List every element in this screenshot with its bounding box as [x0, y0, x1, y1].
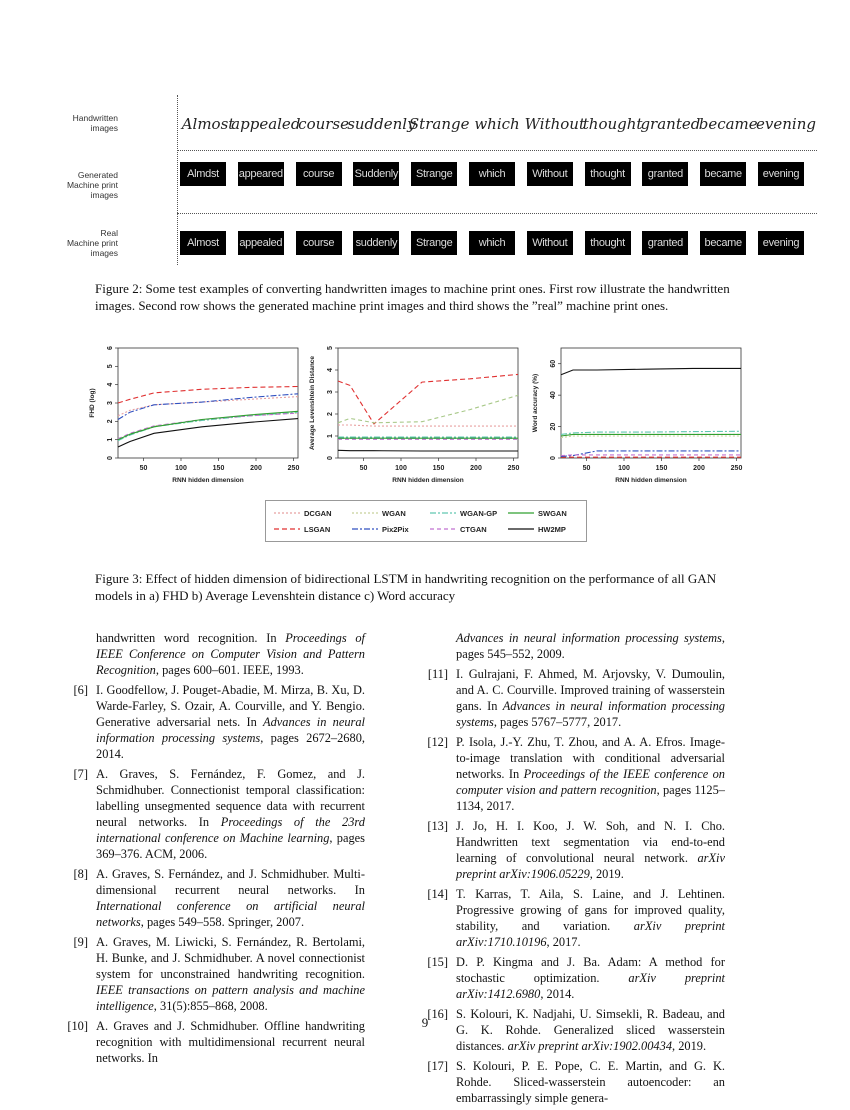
separator-vertical	[177, 95, 178, 265]
series-line-swgan	[118, 411, 298, 439]
reference-entry	[420, 954, 725, 1002]
figure-2	[60, 95, 816, 265]
handwritten-word: evening	[756, 115, 816, 133]
handwritten-word: Almost	[181, 115, 235, 133]
legend-item-wgan	[352, 507, 406, 519]
row-label-line: Real	[100, 228, 118, 238]
chart-fhd	[80, 340, 310, 490]
y-tick-label: 40	[550, 391, 557, 400]
reference-text: A. Graves and J. Schmidhuber. Offline handwriting recognition with multidimensional recurrent neural networks. In	[96, 1019, 365, 1065]
chart-levenshtein	[300, 340, 530, 490]
legend-item-ctgan	[430, 523, 487, 535]
handwritten-word: appealed	[231, 115, 301, 133]
reference-text: S. Kolouri, P. E. Pope, C. E. Martin, and G. K. Rohde. Sliced-wasserstein autoencoder: an embarrassingly simple genera-	[456, 1059, 725, 1105]
legend-label: Pix2Pix	[382, 524, 409, 534]
y-tick-label: 1	[107, 437, 114, 442]
handwritten-word: course	[298, 115, 350, 133]
separator-horizontal	[177, 213, 817, 214]
chart-legend	[265, 500, 587, 542]
reference-number: [16]	[427, 1007, 448, 1021]
generated-word: Suddenly	[353, 162, 399, 186]
reference-number: [6]	[73, 683, 88, 697]
handwritten-word: granted	[640, 115, 701, 133]
reference-entry	[60, 682, 365, 762]
legend-item-hw2mp	[508, 523, 566, 535]
x-axis-label: RNN hidden dimension	[615, 477, 687, 484]
handwritten-word: suddenly	[347, 115, 416, 133]
generated-word: Without	[527, 162, 573, 186]
x-tick-label: 50	[359, 465, 368, 472]
series-line-ctgan	[561, 455, 741, 456]
reference-text: A. Graves, S. Fernández, and J. Schmidhuber. Multi-dimensional recurrent neural networks. In International conference on artificial neural networks, pages 549–558. Springer, 2007.	[96, 867, 365, 929]
x-tick-label: 250	[507, 465, 520, 472]
legend-swatch	[274, 510, 300, 516]
reference-number: [10]	[67, 1019, 88, 1033]
y-tick-label: 3	[107, 401, 114, 405]
reference-entry	[60, 766, 365, 862]
real-word: Almost	[180, 231, 226, 255]
references-right-column	[420, 630, 725, 1110]
y-axis-label: Word accuracy (%)	[532, 373, 539, 433]
y-tick-label: 4	[107, 382, 114, 387]
x-tick-label: 200	[693, 465, 705, 472]
row-label-line: Generated	[77, 170, 118, 180]
real-word: suddenly	[353, 231, 399, 255]
real-word: course	[296, 231, 342, 255]
legend-label: WGAN	[382, 508, 406, 518]
reference-entry	[60, 630, 365, 678]
x-tick-label: 150	[212, 465, 225, 472]
y-tick-label: 1	[327, 434, 334, 438]
y-axis-label: Average Levenshtein Distance	[309, 355, 316, 451]
reference-entry	[420, 818, 725, 882]
reference-number: [12]	[427, 735, 448, 749]
legend-label: LSGAN	[304, 524, 331, 534]
reference-entry	[60, 934, 365, 1014]
y-tick-label: 20	[550, 422, 557, 431]
series-line-hw2mp	[338, 450, 518, 451]
x-tick-label: 150	[655, 465, 668, 472]
reference-number: [15]	[427, 955, 448, 969]
legend-label: HW2MP	[538, 524, 566, 534]
generated-word: course	[296, 162, 342, 186]
series-line-lsgan	[338, 374, 518, 424]
x-tick-label: 50	[582, 465, 591, 472]
reference-text: I. Goodfellow, J. Pouget-Abadie, M. Mirza, B. Xu, D. Warde-Farley, S. Ozair, A. Courville, and Y. Bengio. Generative adversarial nets. In Advances in neural information processing systems, pages 2672–2680, 2014.	[96, 683, 365, 761]
references-left-column	[60, 630, 365, 1070]
legend-label: DCGAN	[304, 508, 332, 518]
reference-text: A. Graves, M. Liwicki, S. Fernández, R. Bertolami, H. Bunke, and J. Schmidhuber. A novel connectionist system for unconstrained handwriting recognition. IEEE transactions on pattern analysis and machine intelligence, 31(5):855–868, 2008.	[96, 935, 365, 1013]
reference-text: T. Karras, T. Aila, S. Laine, and J. Lehtinen. Progressive growing of gans for improved quality, stability, and variation. arXiv preprint arXiv:1710.10196, 2017.	[456, 887, 725, 949]
legend-item-swgan	[508, 507, 567, 519]
x-axis-label: RNN hidden dimension	[392, 477, 464, 484]
reference-text: D. P. Kingma and J. Ba. Adam: A method for stochastic optimization. arXiv preprint arXiv:1412.6980, 2014.	[456, 955, 725, 1001]
reference-number: [7]	[73, 767, 88, 781]
x-tick-label: 250	[730, 465, 743, 472]
series-line-wgan	[561, 436, 741, 438]
reference-text: S. Kolouri, K. Nadjahi, U. Simsekli, R. Badeau, and G. K. Rohde. Generalized sliced wasserstein distances. arXiv preprint arXiv:1902.00434, 2019.	[456, 1007, 725, 1053]
x-tick-label: 100	[618, 465, 630, 472]
series-line-hw2mp	[561, 368, 741, 374]
x-tick-label: 200	[250, 465, 262, 472]
legend-swatch	[430, 526, 456, 532]
legend-label: CTGAN	[460, 524, 487, 534]
row-label-line: images	[90, 123, 118, 133]
generated-word: became	[700, 162, 746, 186]
reference-entry	[420, 666, 725, 730]
legend-swatch	[508, 526, 534, 532]
y-tick-label: 6	[107, 346, 114, 350]
reference-entry	[420, 886, 725, 950]
x-tick-label: 100	[395, 465, 407, 472]
legend-item-pix2pix	[352, 523, 409, 535]
row-label-line: images	[90, 248, 118, 258]
reference-number: [13]	[427, 819, 448, 833]
reference-entry	[420, 734, 725, 814]
row-label-line: Machine print	[66, 238, 118, 248]
generated-word: evening	[758, 162, 804, 186]
legend-swatch	[430, 510, 456, 516]
y-tick-label: 0	[327, 456, 334, 460]
handwritten-word: Without	[524, 115, 585, 133]
reference-number: [11]	[427, 667, 448, 681]
separator-horizontal	[177, 150, 817, 151]
handwritten-word: became	[698, 115, 758, 133]
reference-text: A. Graves, S. Fernández, F. Gomez, and J. Schmidhuber. Connectionist temporal classification: labelling unsegmented sequence data with recurrent neural networks. In Proceedings of the 23rd international conference on Machine learning, pages 369–376. ACM, 2006.	[96, 767, 365, 861]
legend-swatch	[508, 510, 534, 516]
x-tick-label: 250	[287, 465, 300, 472]
real-word: which	[469, 231, 515, 255]
series-line-pix2pix	[561, 451, 741, 457]
reference-text: Advances in neural information processing systems, pages 545–552, 2009.	[456, 631, 725, 661]
figure-3-caption: Figure 3: Effect of hidden dimension of bidirectional LSTM in handwriting recognition on the performance of all GAN models in a) FHD b) Average Levenshtein distance c) Word accuracy	[95, 571, 717, 603]
generated-word: Almdst	[180, 162, 226, 186]
page-number: 9	[421, 1015, 429, 1030]
series-line-dcgan	[338, 425, 518, 426]
y-tick-label: 2	[107, 419, 114, 424]
generated-word: appeared	[238, 162, 284, 186]
legend-label: WGAN-GP	[460, 508, 498, 518]
row-label-generated	[60, 170, 118, 200]
reference-entry	[60, 866, 365, 930]
real-word: granted	[642, 231, 688, 255]
y-tick-label: 0	[550, 456, 557, 460]
reference-entry	[420, 630, 725, 662]
y-tick-label: 3	[327, 390, 334, 394]
y-tick-label: 2	[327, 412, 334, 416]
real-word: Without	[527, 231, 573, 255]
generated-word: thought	[585, 162, 631, 186]
generated-word: Strange	[411, 162, 457, 186]
reference-text: P. Isola, J.-Y. Zhu, T. Zhou, and A. A. Efros. Image-to-image translation with conditional adversarial networks. In Proceedings of the IEEE conference on computer vision and pattern recognition, pages 1125–1134, 2017.	[456, 735, 725, 813]
real-word: thought	[585, 231, 631, 255]
handwritten-word: thought	[582, 115, 643, 133]
real-word: evening	[758, 231, 804, 255]
generated-word: granted	[642, 162, 688, 186]
reference-number: [8]	[73, 867, 88, 881]
y-tick-label: 5	[107, 364, 114, 369]
real-word: became	[700, 231, 746, 255]
legend-label: SWGAN	[538, 508, 567, 518]
handwritten-word: Strange	[408, 115, 470, 133]
plot-frame	[561, 348, 741, 458]
reference-text: handwritten word recognition. In Proceedings of IEEE Conference on Computer Vision and Pattern Recognition, pages 600–601. IEEE, 1993.	[96, 631, 365, 677]
y-tick-label: 0	[107, 456, 114, 460]
x-tick-label: 200	[470, 465, 482, 472]
plot-frame	[118, 348, 298, 458]
generated-word: which	[469, 162, 515, 186]
series-line-hw2mp	[118, 419, 298, 447]
row-label-line: Handwritten	[72, 113, 118, 123]
real-word: Strange	[411, 231, 457, 255]
legend-swatch	[274, 526, 300, 532]
y-axis-label: FHD (log)	[89, 388, 96, 418]
reference-number: [17]	[427, 1059, 448, 1073]
series-line-lsgan	[118, 387, 298, 404]
y-tick-label: 5	[327, 346, 334, 350]
legend-swatch	[352, 510, 378, 516]
legend-item-lsgan	[274, 523, 330, 535]
row-label-handwritten	[60, 113, 118, 133]
row-label-real	[60, 228, 118, 258]
reference-number: [9]	[73, 935, 88, 949]
x-axis-label: RNN hidden dimension	[172, 477, 244, 484]
y-tick-label: 60	[550, 359, 557, 368]
figure-2-caption: Figure 2: Some test examples of converting handwritten images to machine print ones. First row illustrate the handwritten images. Second row shows the generated machine print images and third shows the ”real” machine print ones.	[95, 281, 730, 313]
y-tick-label: 4	[327, 368, 334, 372]
reference-text: J. Jo, H. I. Koo, J. W. Soh, and N. I. Cho. Handwritten text segmentation via end-to-end learning of convolutional neural network. arXiv preprint arXiv:1906.05229, 2019.	[456, 819, 725, 881]
reference-text: I. Gulrajani, F. Ahmed, M. Arjovsky, V. Dumoulin, and A. C. Courville. Improved training of wasserstein gans. In Advances in neural information processing systems, pages 5767–5777, 2017.	[456, 667, 725, 729]
real-word: appealed	[238, 231, 284, 255]
legend-item-dcgan	[274, 507, 332, 519]
row-label-line: images	[90, 190, 118, 200]
reference-number: [14]	[427, 887, 448, 901]
x-tick-label: 150	[432, 465, 445, 472]
legend-swatch	[352, 526, 378, 532]
legend-item-wgan-gp	[430, 507, 497, 519]
x-tick-label: 50	[139, 465, 148, 472]
row-label-line: Machine print	[66, 180, 118, 190]
handwritten-word: which	[474, 115, 520, 133]
reference-entry	[420, 1058, 725, 1106]
x-tick-label: 100	[175, 465, 187, 472]
chart-word-accuracy	[523, 340, 753, 490]
